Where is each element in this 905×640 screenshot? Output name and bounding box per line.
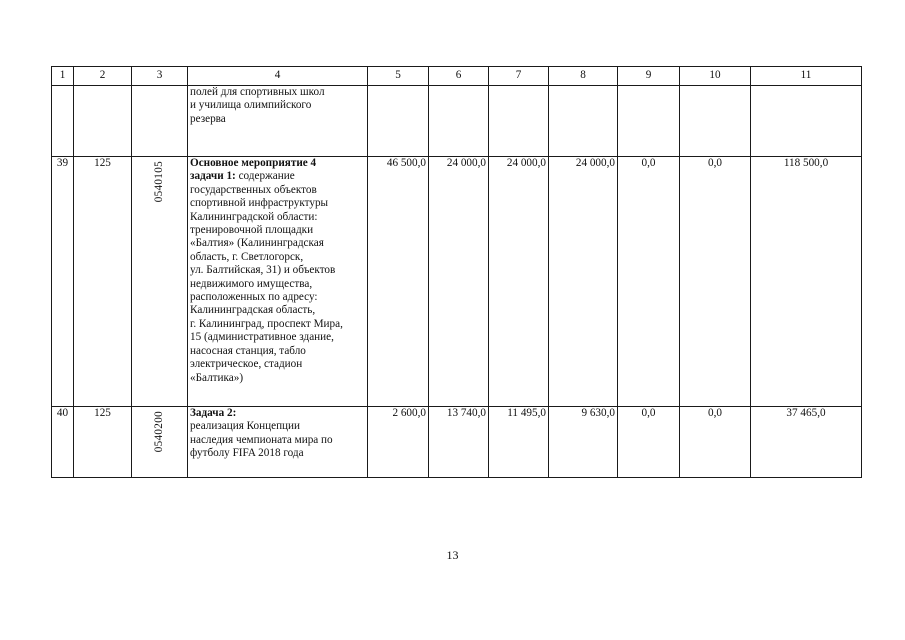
value-cell: 0,0 bbox=[680, 407, 751, 478]
value-cell: 46 500,0 bbox=[368, 157, 429, 407]
total-cell: 118 500,0 bbox=[751, 157, 862, 407]
row-number: 39 bbox=[52, 157, 74, 407]
continuation-text: полей для спортивных школ и училища олимпийского резерва bbox=[188, 86, 368, 157]
row-chapter: 125 bbox=[74, 407, 132, 478]
header-cell: 8 bbox=[549, 67, 618, 86]
value-cell: 24 000,0 bbox=[429, 157, 489, 407]
table-row bbox=[52, 157, 862, 407]
header-cell: 5 bbox=[368, 67, 429, 86]
header-cell: 1 bbox=[52, 67, 74, 86]
page-number: 13 bbox=[446, 548, 459, 562]
total-cell: 37 465,0 bbox=[751, 407, 862, 478]
row-code: 0540200 bbox=[132, 407, 188, 478]
row-description: Задача 2: реализация Концепции наследия чемпионата мира по футболу FIFA 2018 года bbox=[188, 407, 368, 478]
value-cell: 0,0 bbox=[618, 157, 680, 407]
header-cell: 11 bbox=[751, 67, 862, 86]
header-cell: 7 bbox=[489, 67, 549, 86]
header-cell: 2 bbox=[74, 67, 132, 86]
value-cell: 0,0 bbox=[618, 407, 680, 478]
value-cell: 24 000,0 bbox=[549, 157, 618, 407]
row-chapter: 125 bbox=[74, 157, 132, 407]
row-number: 40 bbox=[52, 407, 74, 478]
row-code: 0540105 bbox=[132, 157, 188, 407]
value-cell: 13 740,0 bbox=[429, 407, 489, 478]
row-description: Основное мероприятие 4 задачи 1: содержание государственных объектов спортивной инфраструктуры Калининградской области: тренировочной площадки «Балтия» (Калининградская область, г. Светлогорск, ул. Балтийская, 31) и объектов недвижимого имущества, расположенных по адресу: Калининградская область, г. Калининград, проспект Мира, 15 (административное здание, насосная станция, табло электрическое, стадион «Балтика») bbox=[188, 157, 368, 407]
header-cell: 10 bbox=[680, 67, 751, 86]
table-row bbox=[52, 407, 862, 478]
value-cell: 2 600,0 bbox=[368, 407, 429, 478]
value-cell: 11 495,0 bbox=[489, 407, 549, 478]
header-cell: 3 bbox=[132, 67, 188, 86]
header-cell: 6 bbox=[429, 67, 489, 86]
header-cell: 9 bbox=[618, 67, 680, 86]
budget-table bbox=[51, 66, 862, 478]
table-row-continuation bbox=[52, 86, 862, 157]
header-row bbox=[52, 67, 862, 86]
header-cell: 4 bbox=[188, 67, 368, 86]
value-cell: 9 630,0 bbox=[549, 407, 618, 478]
value-cell: 24 000,0 bbox=[489, 157, 549, 407]
value-cell: 0,0 bbox=[680, 157, 751, 407]
